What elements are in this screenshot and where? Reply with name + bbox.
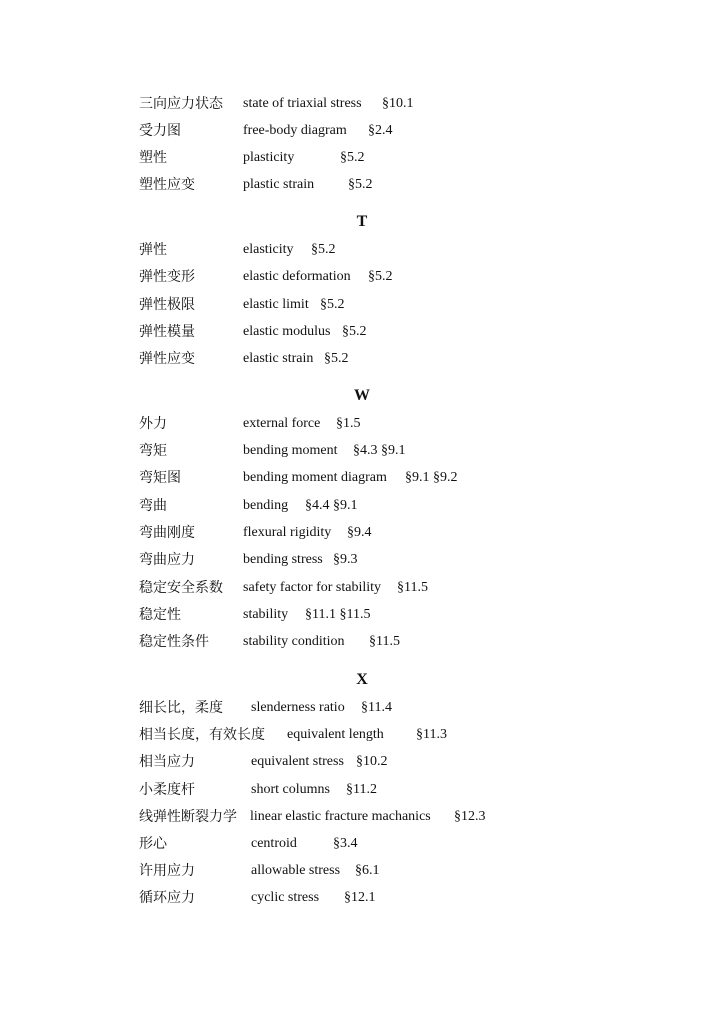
term-chinese: 许用应力 [139, 863, 195, 879]
term-chinese: 稳定安全系数 [139, 580, 223, 596]
glossary-entry [139, 834, 724, 854]
section-reference: §11.3 [416, 727, 447, 742]
term-english: equivalent stress [251, 754, 344, 769]
glossary-entry [139, 888, 724, 908]
section-reference: §5.2 [340, 150, 365, 165]
glossary-entry [139, 578, 724, 598]
glossary-entry [139, 414, 724, 434]
section-reference: §11.2 [346, 782, 377, 797]
section-reference: §2.4 [368, 123, 393, 138]
term-english: centroid [251, 836, 297, 851]
term-english: external force [243, 416, 321, 431]
term-english: elastic strain [243, 351, 314, 366]
glossary-entry [139, 807, 724, 827]
term-chinese: 弯矩 [139, 443, 167, 459]
term-chinese: 弯曲 [139, 498, 167, 514]
section-reference: §11.5 [369, 634, 400, 649]
section-reference: §1.5 [336, 416, 361, 431]
term-english: slenderness ratio [251, 700, 345, 715]
term-chinese: 塑性应变 [139, 177, 195, 193]
glossary-entry [139, 121, 724, 141]
term-chinese: 弹性变形 [139, 269, 195, 285]
section-reference: §11.5 [397, 580, 428, 595]
term-chinese: 受力图 [139, 123, 181, 139]
term-chinese: 弹性应变 [139, 351, 195, 367]
term-english: free-body diagram [243, 123, 347, 138]
glossary-entry [139, 605, 724, 625]
term-english: stability [243, 607, 289, 622]
term-english: linear elastic fracture machanics [250, 809, 431, 824]
term-english: elastic deformation [243, 269, 351, 284]
section-reference: §4.3 §9.1 [353, 443, 406, 458]
term-chinese: 小柔度杆 [139, 782, 195, 798]
section-header-x: X [356, 671, 368, 688]
term-english: elastic limit [243, 297, 309, 312]
term-english: short columns [251, 782, 330, 797]
glossary-entry [139, 295, 724, 315]
term-chinese: 塑性 [139, 150, 167, 166]
term-english: bending stress [243, 552, 323, 567]
glossary-entry [139, 94, 724, 114]
glossary-entry [139, 468, 724, 488]
glossary-entry [139, 752, 724, 772]
section-header-t: T [356, 213, 368, 230]
glossary-entry [139, 523, 724, 543]
term-chinese: 三向应力状态 [139, 96, 223, 112]
term-chinese: 相当应力 [139, 754, 195, 770]
glossary-entry [139, 725, 724, 745]
glossary-entry [139, 441, 724, 461]
term-chinese: 形心 [139, 836, 167, 852]
term-chinese: 弯曲刚度 [139, 525, 195, 541]
glossary-entry [139, 698, 724, 718]
term-chinese: 细长比，柔度 [139, 700, 223, 716]
term-english: bending moment diagram [243, 470, 387, 485]
glossary-entry [139, 496, 724, 516]
glossary-entry [139, 632, 724, 652]
glossary-entry [139, 349, 724, 369]
section-reference: §11.4 [361, 700, 392, 715]
section-reference: §10.2 [356, 754, 388, 769]
section-reference: §9.1 §9.2 [405, 470, 458, 485]
glossary-entry [139, 267, 724, 287]
term-english: cyclic stress [251, 890, 320, 905]
section-reference: §5.2 [368, 269, 393, 284]
glossary-entry [139, 240, 724, 260]
glossary-entry [139, 175, 724, 195]
term-chinese: 弯矩图 [139, 470, 181, 486]
term-english: safety factor for stability [243, 580, 382, 595]
term-english: plastic strain [243, 177, 315, 192]
term-chinese: 稳定性条件 [139, 634, 209, 650]
section-reference: §6.1 [355, 863, 380, 878]
section-header-w: W [354, 387, 370, 404]
term-chinese: 相当长度，有效长度 [139, 727, 265, 743]
term-english: state of triaxial stress [243, 96, 362, 111]
glossary-entry [139, 148, 724, 168]
glossary-entry [139, 550, 724, 570]
section-reference: §5.2 [348, 177, 373, 192]
term-english: plasticity [243, 150, 295, 165]
glossary-entry [139, 861, 724, 881]
term-english: bending moment [243, 443, 338, 458]
section-reference: §11.1 §11.5 [305, 607, 371, 622]
term-english: equivalent length [287, 727, 384, 742]
term-chinese: 弹性极限 [139, 297, 195, 313]
term-english: elasticity [243, 242, 294, 257]
term-chinese: 稳定性 [139, 607, 181, 623]
term-chinese: 弹性 [139, 242, 167, 258]
glossary-entry [139, 322, 724, 342]
section-reference: §5.2 [320, 297, 345, 312]
term-english: bending [243, 498, 289, 513]
term-english: stability condition [243, 634, 345, 649]
glossary-entry [139, 780, 724, 800]
term-english: flexural rigidity [243, 525, 332, 540]
section-reference: §12.3 [454, 809, 486, 824]
term-chinese: 弯曲应力 [139, 552, 195, 568]
section-reference: §10.1 [382, 96, 414, 111]
section-reference: §5.2 [311, 242, 336, 257]
section-reference: §5.2 [324, 351, 349, 366]
term-chinese: 线弹性断裂力学 [139, 809, 237, 825]
term-chinese: 外力 [139, 416, 167, 432]
section-reference: §9.4 [347, 525, 372, 540]
section-reference: §5.2 [342, 324, 367, 339]
section-reference: §12.1 [344, 890, 376, 905]
term-chinese: 循环应力 [139, 890, 195, 906]
section-reference: §3.4 [333, 836, 358, 851]
term-chinese: 弹性模量 [139, 324, 195, 340]
term-english: allowable stress [251, 863, 341, 878]
section-reference: §4.4 §9.1 [305, 498, 358, 513]
section-reference: §9.3 [333, 552, 358, 567]
term-english: elastic modulus [243, 324, 331, 339]
